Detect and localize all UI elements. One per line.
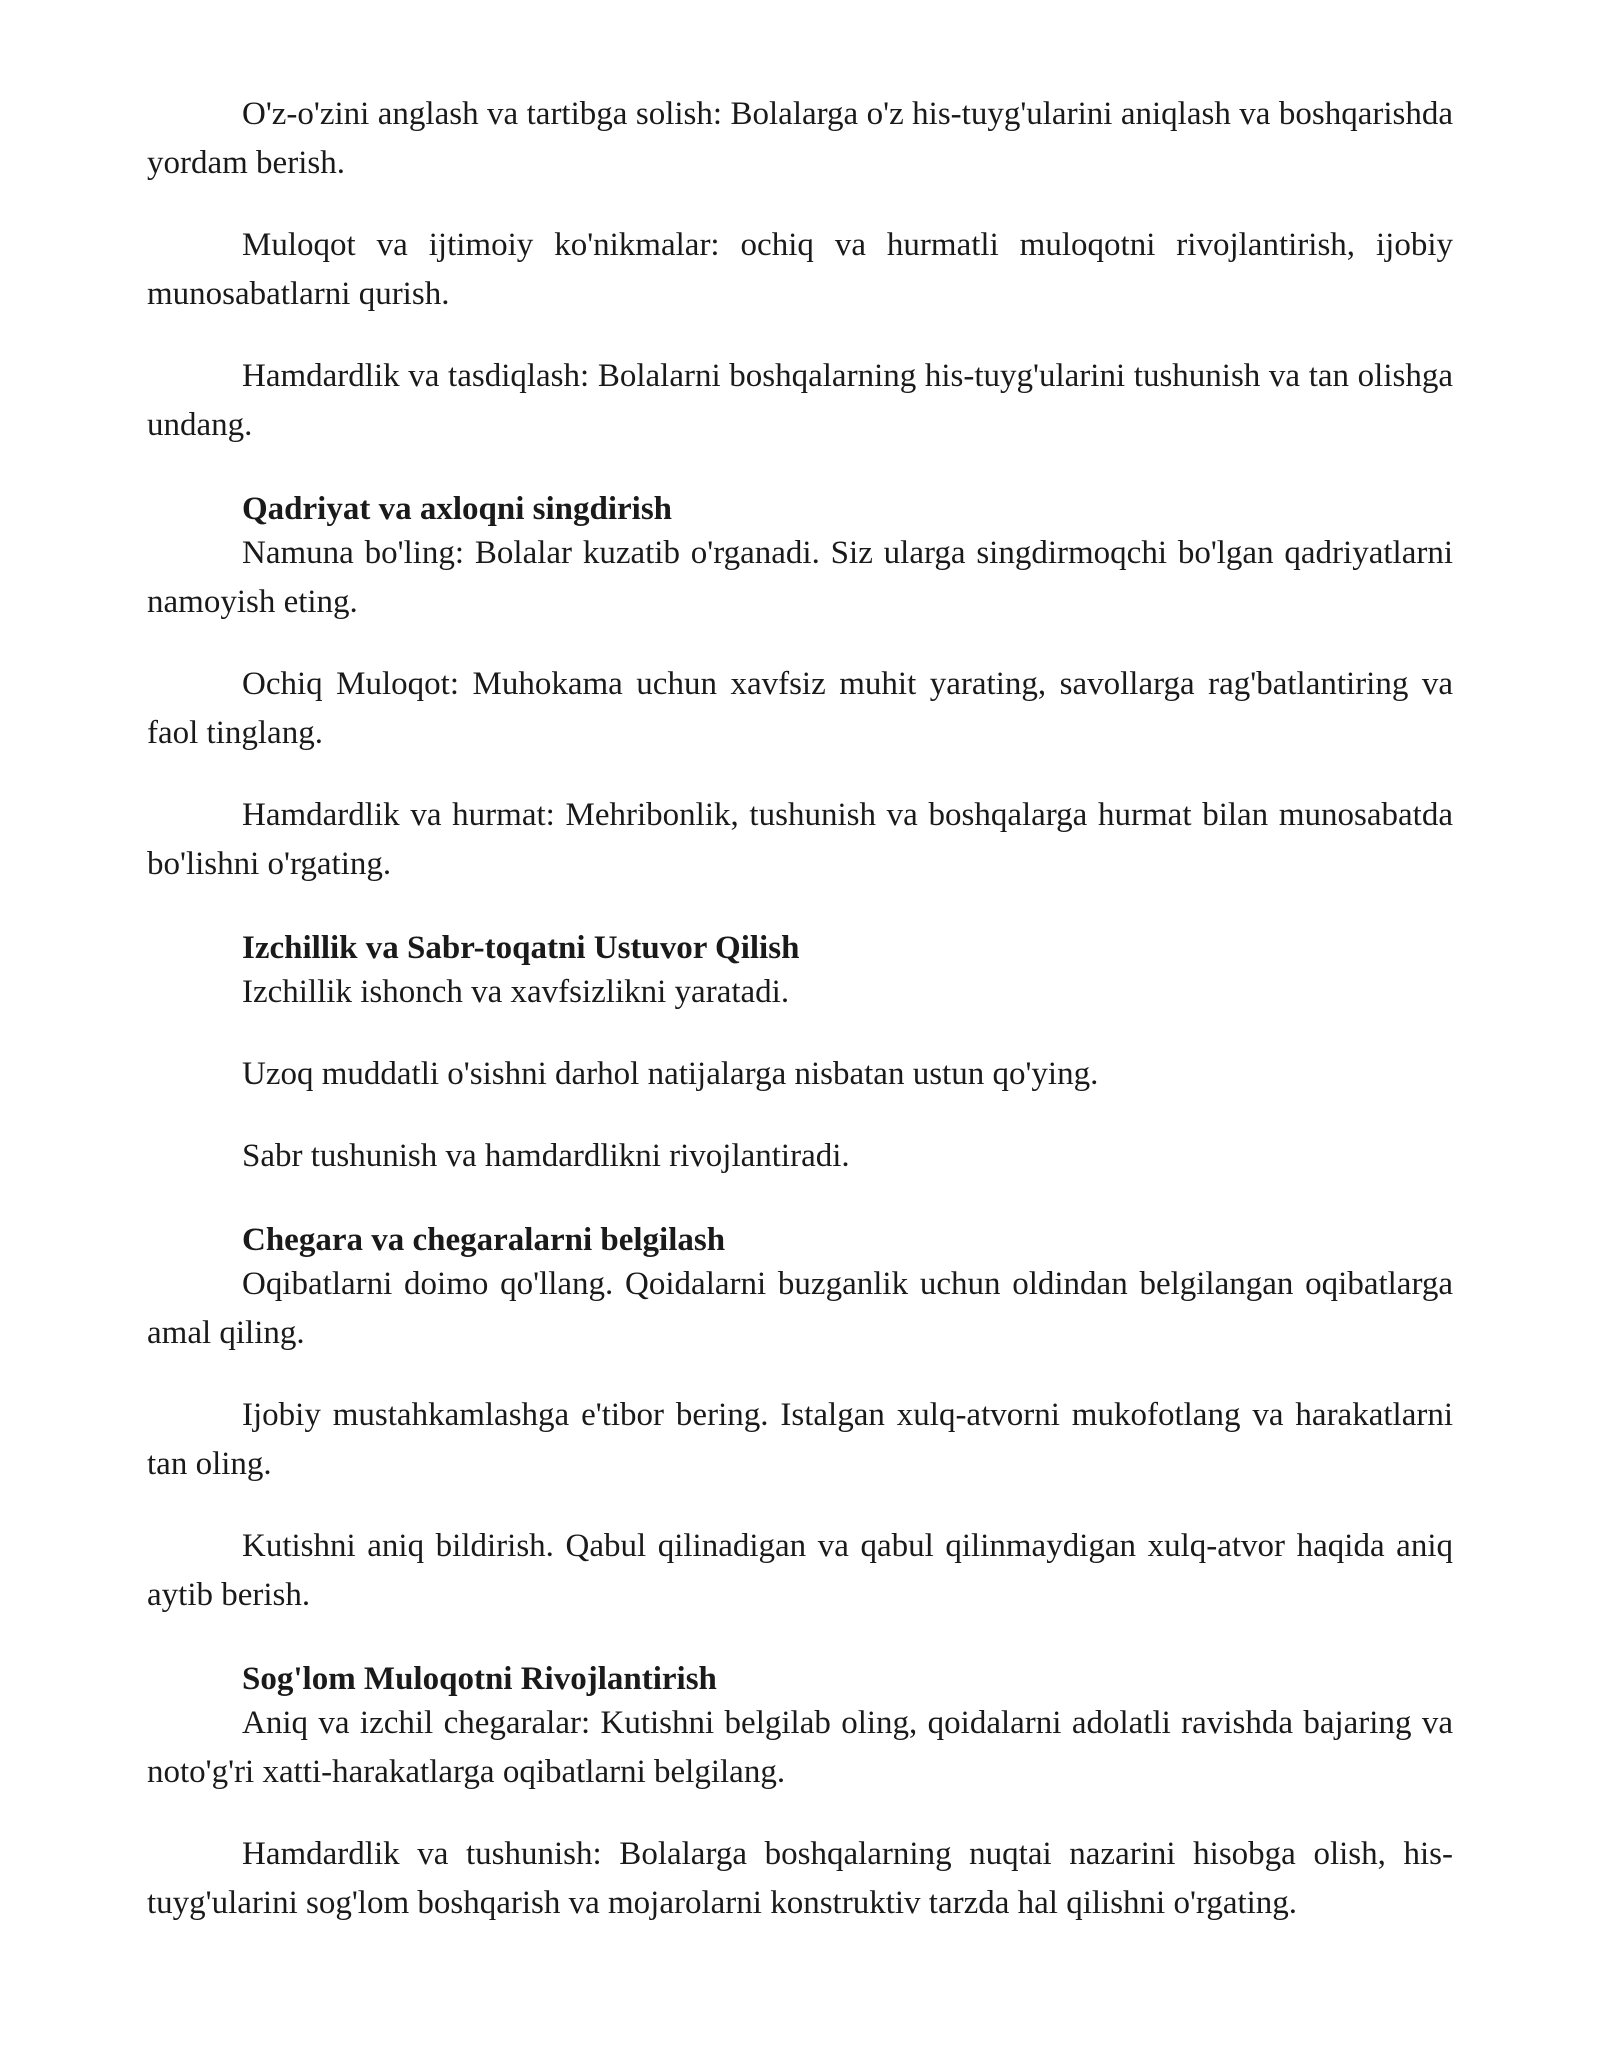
section-izchillik: [147, 928, 1453, 1181]
paragraph: Oqibatlarni doimo qo'llang. Qoidalarni buzganlik uchun oldindan belgilangan oqibatlarga amal qiling.: [147, 1266, 1453, 1351]
paragraph: Hamdardlik va tushunish: Bolalarga boshqalarning nuqtai nazarini hisobga olish, his-tuyg'ularini sog'lom boshqarish va mojarolarni konstruktiv tarzda hal qilishni o'rgating.: [147, 1836, 1453, 1921]
paragraph: Hamdardlik va tasdiqlash: Bolalarni boshqalarning his-tuyg'ularini tushunish va tan olishga undang.: [147, 358, 1453, 443]
document-page: [147, 90, 1453, 1961]
section-muloqot: [147, 1659, 1453, 1928]
paragraph: Namuna bo'ling: Bolalar kuzatib o'rganadi. Siz ularga singdirmoqchi bo'lgan qadriyatlarni namoyish eting.: [147, 535, 1453, 620]
section-qadriyat: [147, 489, 1453, 889]
section-heading: Izchillik va Sabr-toqatni Ustuvor Qilish: [242, 930, 800, 966]
paragraph: Ochiq Muloqot: Muhokama uchun xavfsiz muhit yarating, savollarga rag'batlantiring va faol tinglang.: [147, 666, 1453, 751]
paragraph: Sabr tushunish va hamdardlikni rivojlantiradi.: [242, 1138, 850, 1174]
paragraph: Aniq va izchil chegaralar: Kutishni belgilab oling, qoidalarni adolatli ravishda bajaring va noto'g'ri xatti-harakatlarga oqibatlarni belgilang.: [147, 1705, 1453, 1790]
paragraph: Uzoq muddatli o'sishni darhol natijalarga nisbatan ustun qo'ying.: [242, 1056, 1099, 1092]
section-chegara: [147, 1220, 1453, 1620]
paragraph: Muloqot va ijtimoiy ko'nikmalar: ochiq va hurmatli muloqotni rivojlantirish, ijobiy munosabatlarni qurish.: [147, 227, 1453, 312]
paragraph: Ijobiy mustahkamlashga e'tibor bering. Istalgan xulq-atvorni mukofotlang va harakatlarni tan oling.: [147, 1397, 1453, 1482]
paragraph: Kutishni aniq bildirish. Qabul qilinadigan va qabul qilinmaydigan xulq-atvor haqida aniq aytib berish.: [147, 1528, 1453, 1613]
paragraph: Hamdardlik va hurmat: Mehribonlik, tushunish va boshqalarga hurmat bilan munosabatda bo'lishni o'rgating.: [147, 797, 1453, 882]
paragraph: Izchillik ishonch va xavfsizlikni yaratadi.: [242, 974, 790, 1010]
section-heading: Sog'lom Muloqotni Rivojlantirish: [242, 1661, 717, 1697]
section-heading: Chegara va chegaralarni belgilash: [242, 1222, 726, 1258]
paragraph: O'z-o'zini anglash va tartibga solish: Bolalarga o'z his-tuyg'ularini aniqlash va boshqarishda yordam berish.: [147, 96, 1453, 181]
section-heading: Qadriyat va axloqni singdirish: [242, 491, 673, 527]
